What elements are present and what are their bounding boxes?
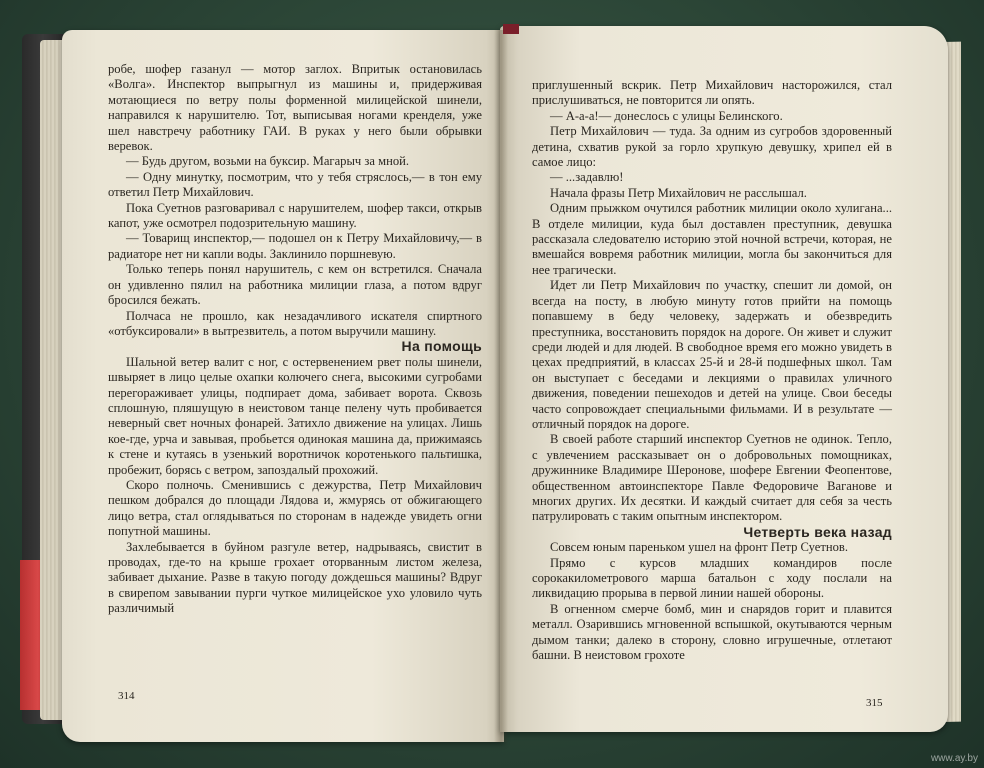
paragraph: В своей работе старший инспектор Суетнов не одинок. Тепло, с увлечением рассказывает он о добровольных помощниках, дружиннике Владимире Шеронове, шофере Евгении Феопентове, общественном автоинспекторе Павле Федоровиче Ваганове и многих других. Их десятки. И каждый считает для себя за честь патрулировать с таким опытным инспектором. bbox=[532, 432, 892, 524]
right-page-text bbox=[532, 78, 892, 663]
paragraph: Одним прыжком очутился работник милиции около хулигана... В отделе милиции, куда был доставлен преступник, девушка рассказала следователю историю этой ночной встречи, которая, не вмешайся вовремя работник милиции, могла бы закончиться для нее трагически. bbox=[532, 201, 892, 277]
paragraph: Прямо с курсов младших командиров после сорокакилометрового марша батальон с ходу послали на ликвидацию прорыва в первой линии нашей обороны. bbox=[532, 555, 892, 601]
paragraph: Только теперь понял нарушитель, с кем он встретился. Сначала он удивленно пялил на работника милиции глаза, а потом вдруг бросился бежать. bbox=[108, 262, 482, 308]
section-heading: Четверть века назад bbox=[743, 523, 892, 540]
paragraph: Петр Михайлович — туда. За одним из сугробов здоровенный детина, схватив рукой за горло хрупкую девушку, хрипел ей в самое лицо: bbox=[532, 124, 892, 170]
bookmark-ribbon bbox=[503, 24, 519, 34]
paragraph: — ...задавлю! bbox=[550, 170, 624, 185]
watermark: www.ay.by bbox=[930, 753, 978, 764]
paragraph: Начала фразы Петр Михайлович не расслышал. bbox=[550, 185, 807, 200]
paragraph: — Товарищ инспектор,— подошел он к Петру Михайловичу,— в радиаторе нет ни капли воды. Заклинило поршневую. bbox=[108, 231, 482, 261]
page-number-right: 315 bbox=[866, 697, 883, 709]
paragraph: Захлебывается в буйном разгуле ветер, надрываясь, свистит в проводах, где-то на крыше грохает оторванным листом железа, забивает дыхание. Разве в такую погоду дождешься машины? Вдруг в свирепом завывании пурги чуткое милицейское ухо уловило чуть различимый bbox=[108, 539, 482, 616]
left-page-text bbox=[108, 62, 482, 617]
paragraph: Пока Суетнов разговаривал с нарушителем, шофер такси, открыв капот, уже осмотрел подозрительную машину. bbox=[108, 200, 482, 231]
paragraph: В огненном смерче бомб, мин и снарядов горит и плавится металл. Озарившись мгновенной вспышкой, окутываются черным дымом танки; далеко в сторону, словно игрушечные, отлетают башни. В неистовом грохоте bbox=[532, 601, 892, 663]
paragraph: робе, шофер газанул — мотор заглох. Впритык остановилась «Волга». Инспектор выпрыгнул из машины и, придерживая мотающиеся по ветру полы форменной милицейской шинели, направился к нарушителю. Тот, выписывая ногами кренделя, уже шел навстречу работнику ГАИ. В руках у него были обрывки веревок. bbox=[108, 62, 482, 154]
paragraph: Совсем юным пареньком ушел на фронт Петр Суетнов. bbox=[550, 540, 848, 555]
paragraph: Скоро полночь. Сменившись с дежурства, Петр Михайлович пешком добрался до площади Лядова и, жмурясь от обжигающего лицо ветра, стал оглядываться по сторонам в надежде увидеть огни попутной машины. bbox=[108, 477, 482, 539]
book-gutter bbox=[494, 30, 508, 742]
paragraph: Полчаса не прошло, как незадачливого искателя спиртного «отбуксировали» в вытрезвитель, а потом выручили машину. bbox=[108, 308, 482, 338]
paragraph: приглушенный вскрик. Петр Михайлович насторожился, стал прислушиваться, не повторится ли опять. bbox=[532, 78, 892, 108]
page-number-left: 314 bbox=[118, 690, 135, 702]
paragraph: Идет ли Петр Михайлович по участку, спешит ли домой, он всегда на посту, в любую минуту готов прийти на помощь попавшему в беду человеку, задержать и обезвредить преступника, восстановить порядок на дороге. Он живет и служит среди людей и для людей. В свободное время его можно увидеть в цехах предприятий, в классах 25-й и 28-й подшефных школ. Там он выступает с беседами и лекциями о правилах уличного движения, поведении пешеходов и детей на улице. Свои беседы часто сопровождает специальными фильмами. И в результате — отличный порядок на дороге. bbox=[532, 278, 892, 431]
paragraph: — Одну минутку, посмотрим, что у тебя стряслось,— в тон ему ответил Петр Михайлович. bbox=[108, 169, 482, 200]
paragraph: — А-а-а!— донеслось с улицы Белинского. bbox=[550, 108, 783, 123]
section-heading: На помощь bbox=[401, 338, 482, 355]
paragraph: — Будь другом, возьми на буксир. Магарыч за мной. bbox=[126, 154, 410, 169]
paragraph: Шальной ветер валит с ног, с остервенением рвет полы шинели, швыряет в лицо целые охапки колючего снега, высокими сугробами перегораживает улицы, подпирает дома, забивает ворота. Сквозь сплошную, пляшущую в неистовом танце пелену чуть пробивается неверный свет ночных фонарей. Затихло движение на улицах. Лишь кое-где, урча и завывая, пробьется одинокая машина да, прижимаясь к стене и кутаясь в узенький воротничок коротенького пальтишка, пробежит, борясь с ветром, запоздалый прохожий. bbox=[108, 354, 482, 477]
